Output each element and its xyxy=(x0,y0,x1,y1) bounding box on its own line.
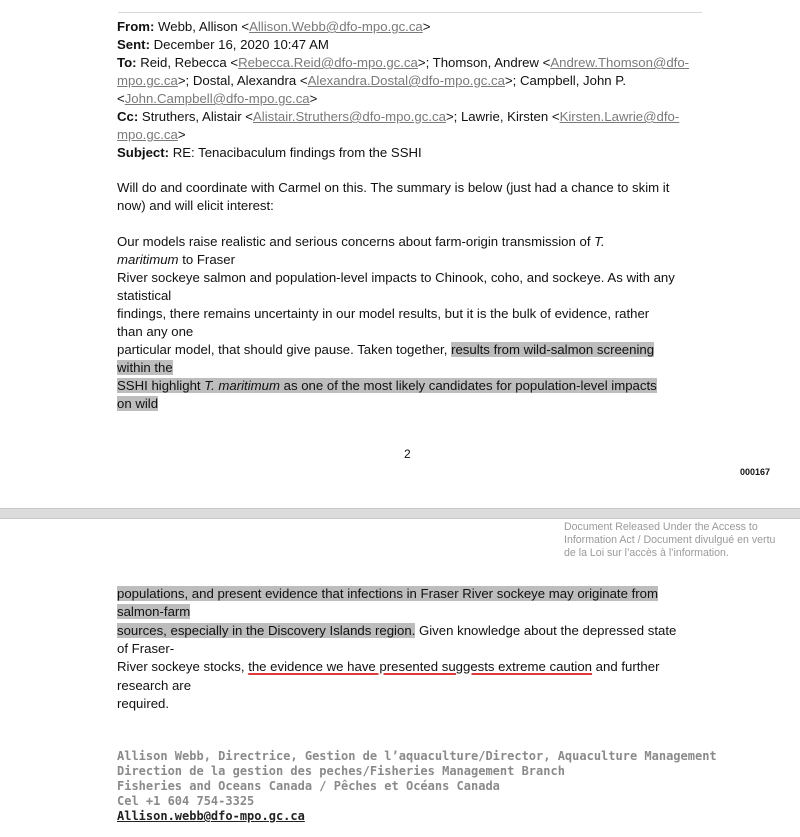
summary-line: findings, there remains uncertainty in our model results, but it is the bulk of evidence, rather xyxy=(117,306,650,321)
intro-line-1: Will do and coordinate with Carmel on this. The summary is below (just had a chance to skim it xyxy=(117,180,670,195)
highlighted-text: on wild xyxy=(117,396,159,411)
page-number: 2 xyxy=(404,447,411,461)
red-underlined-text: the evidence we have presented suggests extreme caution xyxy=(248,659,593,674)
highlighted-text: salmon-farm xyxy=(117,604,191,619)
summary-line: research are xyxy=(117,678,192,693)
signature-email-line xyxy=(117,809,305,824)
highlighted-text: within the xyxy=(117,360,173,375)
cc-email-link-lawrie-b[interactable]: mpo.gc.ca xyxy=(117,127,178,142)
to-line: To: Reid, Rebecca <Rebecca.Reid@dfo-mpo.gc.ca>; Thomson, Andrew <Andrew.Thomson@dfo- xyxy=(117,55,690,70)
summary-line: required. xyxy=(117,696,170,711)
from-line: From: Webb, Allison <Allison.Webb@dfo-mpo.gc.ca> xyxy=(117,19,431,34)
release-stamp: Document Released Under the Access to Information Act / Document divulgué en vertu de la Loi sur l’accès à l’information. xyxy=(564,521,776,560)
sent-line: Sent: December 16, 2020 10:47 AM xyxy=(117,37,329,52)
signature-line: Direction de la gestion des peches/Fisheries Management Branch xyxy=(117,764,565,778)
cc-email-link-struthers[interactable]: Alistair.Struthers@dfo-mpo.gc.ca xyxy=(252,109,446,124)
highlighted-text: SSHI highlight T. maritimum as one of the most likely candidates for population-level impacts xyxy=(117,378,657,393)
summary-line xyxy=(117,395,158,413)
summary-line xyxy=(117,377,657,395)
document-id: 000167 xyxy=(740,467,771,477)
to-email-link-campbell[interactable]: John.Campbell@dfo-mpo.gc.ca xyxy=(124,91,310,106)
highlighted-text: populations, and present evidence that infections in Fraser River sockeye may originate from xyxy=(117,586,658,601)
cc-line-2: mpo.gc.ca> xyxy=(117,127,186,142)
signature-line: Fisheries and Oceans Canada / Pêches et Océans Canada xyxy=(117,779,500,793)
from-email-link[interactable]: Allison.Webb@dfo-mpo.gc.ca xyxy=(249,19,423,34)
summary-line: particular model, that should give pause. Taken together, results from wild-salmon screening xyxy=(117,342,655,357)
summary-line: River sockeye salmon and population-level impacts to Chinook, coho, and sockeye. As with any xyxy=(117,270,675,285)
summary-line: Our models raise realistic and serious concerns about farm-origin transmission of T. xyxy=(117,234,605,249)
to-line-3: <John.Campbell@dfo-mpo.gc.ca> xyxy=(117,91,318,106)
top-divider xyxy=(118,12,702,13)
cc-line: Cc: Struthers, Alistair <Alistair.Struthers@dfo-mpo.gc.ca>; Lawrie, Kirsten <Kirsten.Lawrie@dfo- xyxy=(117,109,680,124)
to-email-link-thomson-a[interactable]: Andrew.Thomson@dfo- xyxy=(550,55,690,70)
summary-line: sources, especially in the Discovery Islands region. Given knowledge about the depressed state xyxy=(117,623,677,638)
page-separator xyxy=(0,508,800,519)
subject-line: Subject: RE: Tenacibaculum findings from the SSHI xyxy=(117,145,422,160)
cc-email-link-lawrie-a[interactable]: Kirsten.Lawrie@dfo- xyxy=(559,109,680,124)
signature-email-link[interactable]: Allison.webb@dfo-mpo.gc.ca xyxy=(117,809,305,823)
signature-line: Cel +1 604 754-3325 xyxy=(117,794,255,808)
summary-line xyxy=(117,603,190,621)
summary-line xyxy=(117,359,173,377)
highlighted-text: sources, especially in the Discovery Islands region. xyxy=(117,623,416,638)
to-email-link-thomson-b[interactable]: mpo.gc.ca xyxy=(117,73,178,88)
highlighted-text: results from wild-salmon screening xyxy=(451,342,655,357)
signature-line: Allison Webb, Directrice, Gestion de l’aquaculture/Director, Aquaculture Management xyxy=(117,749,717,763)
to-email-link-dostal[interactable]: Alexandra.Dostal@dfo-mpo.gc.ca xyxy=(307,73,505,88)
to-line-2: mpo.gc.ca>; Dostal, Alexandra <Alexandra.Dostal@dfo-mpo.gc.ca>; Campbell, John P. xyxy=(117,73,627,88)
summary-line: statistical xyxy=(117,288,172,303)
summary-line xyxy=(117,585,658,603)
summary-line: than any one xyxy=(117,324,194,339)
summary-line: maritimum to Fraser xyxy=(117,252,235,267)
to-email-link-reid[interactable]: Rebecca.Reid@dfo-mpo.gc.ca xyxy=(238,55,418,70)
summary-line: River sockeye stocks, the evidence we have presented suggests extreme caution and further xyxy=(117,659,660,674)
intro-line-2: now) and will elicit interest: xyxy=(117,198,274,213)
summary-line: of Fraser- xyxy=(117,641,175,656)
